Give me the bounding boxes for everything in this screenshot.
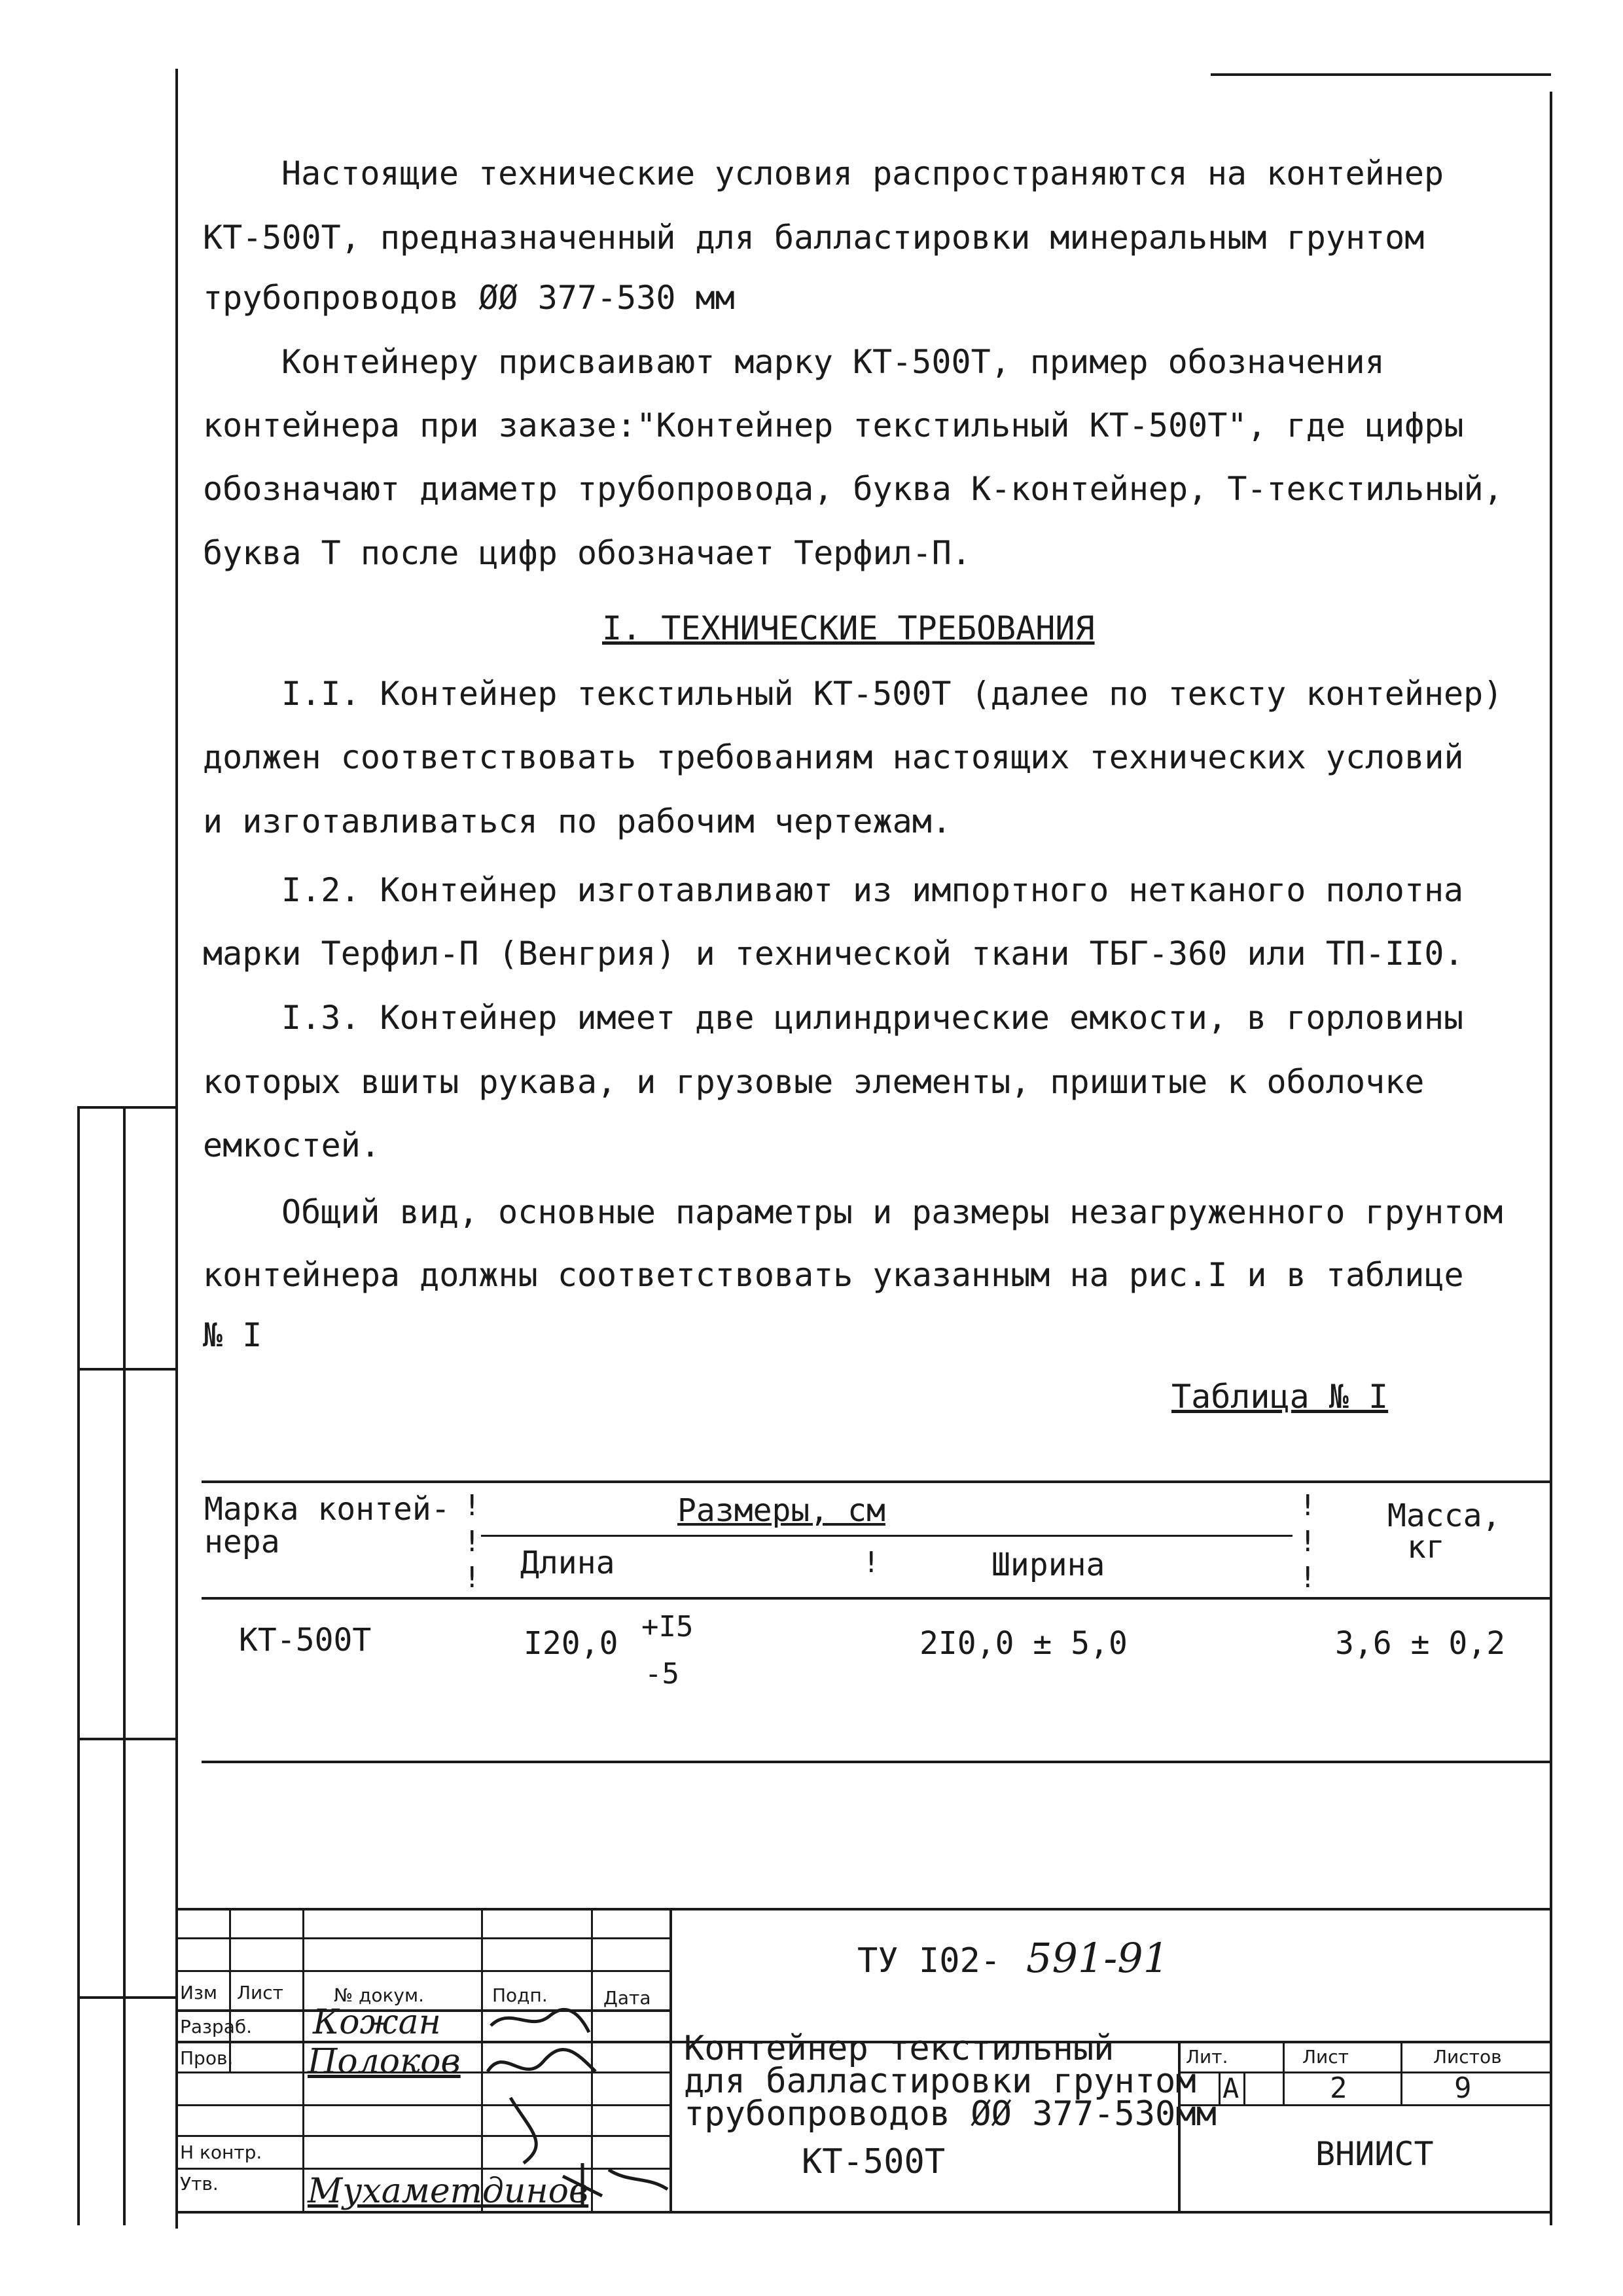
frame-top-mark [1211, 73, 1551, 76]
stamp-right-col-line [1243, 2072, 1245, 2104]
clause-line: I.2. Контейнер изготавливают из импортного нетканого полотна [281, 871, 1464, 909]
doc-code-prefix: ТУ I02- [857, 1941, 1001, 1981]
clause-line: марки Терфил-П (Венгрия) и технической ткани ТБГ-360 или ТП-II0. [203, 935, 1464, 973]
stamp-title-line: для балластировки грунтом [684, 2062, 1196, 2101]
clause-line: контейнера должны соответствовать указанным на рис.I и в таблице [203, 1256, 1464, 1294]
table-cell-mass: 3,6 ± 0,2 [1335, 1625, 1506, 1662]
clause-line: и изготавливаться по рабочим чертежам. [203, 802, 952, 840]
clause-line: должен соответствовать требованиям настоящих технических условий [203, 738, 1464, 776]
stamp-right-col-line [1219, 2072, 1221, 2104]
stamp-hdr-izm: Изм [180, 1982, 217, 2003]
stamp-hdr-sign: Подп. [492, 1984, 548, 2006]
role-approve: Утв. [180, 2173, 219, 2195]
table-header-width: Ширина [991, 1547, 1105, 1583]
stamp-hdr-date: Дата [603, 1987, 651, 2009]
column-separator: ! [863, 1546, 880, 1579]
stamp-sheet-value: 2 [1330, 2072, 1347, 2105]
margin-col-line [77, 1106, 80, 2225]
intro-line: трубопроводов ØØ 377-530 мм [203, 279, 735, 317]
margin-row-line [77, 1106, 175, 1109]
stamp-title-line: Контейнер текстильный [684, 2029, 1115, 2068]
stamp-hdr-docnum: № докум. [334, 1984, 425, 2006]
intro-line: обозначают диаметр трубопровода, буква К-контейнер, Т-текстильный, [203, 470, 1503, 508]
stamp-hdr-list: Лист [237, 1982, 283, 2003]
table-header-sizes: Размеры, см [677, 1492, 885, 1529]
stamp-hdr-lit: Лит. [1186, 2046, 1228, 2068]
stamp-bottom-rule [175, 2211, 1552, 2214]
role-norm: Н контр. [180, 2142, 262, 2163]
clause-line: которых вшиты рукава, и грузовые элементы, пришитые к оболочке [203, 1063, 1425, 1101]
frame-right-border [1550, 92, 1552, 2225]
table-header-rule [202, 1597, 1552, 1600]
table-header-length: Длина [520, 1545, 615, 1581]
stamp-sheets-value: 9 [1454, 2072, 1472, 2105]
table-caption: Таблица № I [1171, 1378, 1389, 1416]
clause-line: Общий вид, основные параметры и размеры незагруженного грунтом [281, 1193, 1503, 1231]
table-header-brand: Марка контей- [204, 1491, 450, 1528]
signature-develop: Кожан [313, 2003, 441, 2042]
intro-line: КТ-500Т, предназначенный для балластировки минеральным грунтом [203, 219, 1425, 257]
frame-left-border [175, 69, 178, 2229]
stamp-left-row [175, 1937, 669, 1939]
column-separator: ! [1299, 1489, 1317, 1522]
margin-row-line [77, 1368, 175, 1371]
signature-marks [484, 2000, 694, 2209]
table-cell-width: 2I0,0 ± 5,0 [919, 1625, 1128, 1662]
stamp-col-line [481, 1908, 483, 2211]
stamp-title-line: КТ-500Т [802, 2142, 946, 2181]
table-cell-length-plus: +I5 [641, 1610, 694, 1643]
signature-check: Полоков [308, 2042, 461, 2081]
column-separator: ! [1299, 1561, 1317, 1594]
clause-line: емкостей. [203, 1126, 380, 1164]
column-separator: ! [463, 1561, 481, 1594]
table-header-mass: Масса, [1387, 1498, 1501, 1534]
table-cell-brand: КТ-500Т [239, 1622, 372, 1659]
role-check: Пров. [180, 2047, 234, 2069]
clause-line: I.I. Контейнер текстильный КТ-500Т (далее по тексту контейнер) [281, 675, 1503, 713]
table-cell-length: I20,0 [524, 1625, 618, 1662]
stamp-right-col-line [1400, 2041, 1402, 2104]
column-separator: ! [463, 1525, 481, 1558]
section-heading: I. ТЕХНИЧЕСКИЕ ТРЕБОВАНИЯ [602, 609, 1095, 647]
intro-line: буква Т после цифр обозначает Терфил-П. [203, 534, 971, 572]
stamp-left-row [175, 1970, 669, 1972]
intro-line: Контейнеру присваивают марку КТ-500Т, пример обозначения [281, 343, 1385, 381]
table-header-brand: нера [204, 1524, 280, 1560]
intro-line: контейнера при заказе:"Контейнер текстильный КТ-500Т", где цифры [203, 406, 1464, 444]
stamp-title-line: трубопроводов ØØ 377-530мм [684, 2094, 1217, 2134]
margin-row-line [77, 1738, 175, 1740]
table-top-rule [202, 1480, 1552, 1483]
column-separator: ! [463, 1489, 481, 1522]
stamp-top-rule [175, 1908, 1552, 1910]
stamp-organization: ВНИИСТ [1315, 2135, 1434, 2173]
stamp-hdr-sheets: Листов [1433, 2046, 1502, 2068]
stamp-right-col-line [1283, 2041, 1285, 2104]
signature-approve: Мухаметдинов [308, 2172, 589, 2211]
table-cell-length-minus: -5 [645, 1657, 679, 1691]
margin-col-line [123, 1106, 126, 2225]
role-develop: Разраб. [180, 2016, 253, 2037]
stamp-col-line [302, 1908, 304, 2211]
intro-line: Настоящие технические условия распространяются на контейнер [281, 154, 1444, 192]
stamp-lit-value: А [1222, 2072, 1240, 2104]
stamp-hdr-sheet: Лист [1302, 2046, 1349, 2068]
doc-code-handwritten: 591-91 [1026, 1934, 1169, 1982]
clause-line: I.3. Контейнер имеет две цилиндрические емкости, в горловины [281, 999, 1464, 1037]
table-header-mass: кг [1407, 1529, 1445, 1566]
clause-line: № I [203, 1316, 262, 1354]
column-separator: ! [1299, 1525, 1317, 1558]
margin-row-line [77, 1996, 175, 1999]
table-bottom-rule [202, 1761, 1552, 1763]
table-sizes-rule [481, 1535, 1293, 1537]
